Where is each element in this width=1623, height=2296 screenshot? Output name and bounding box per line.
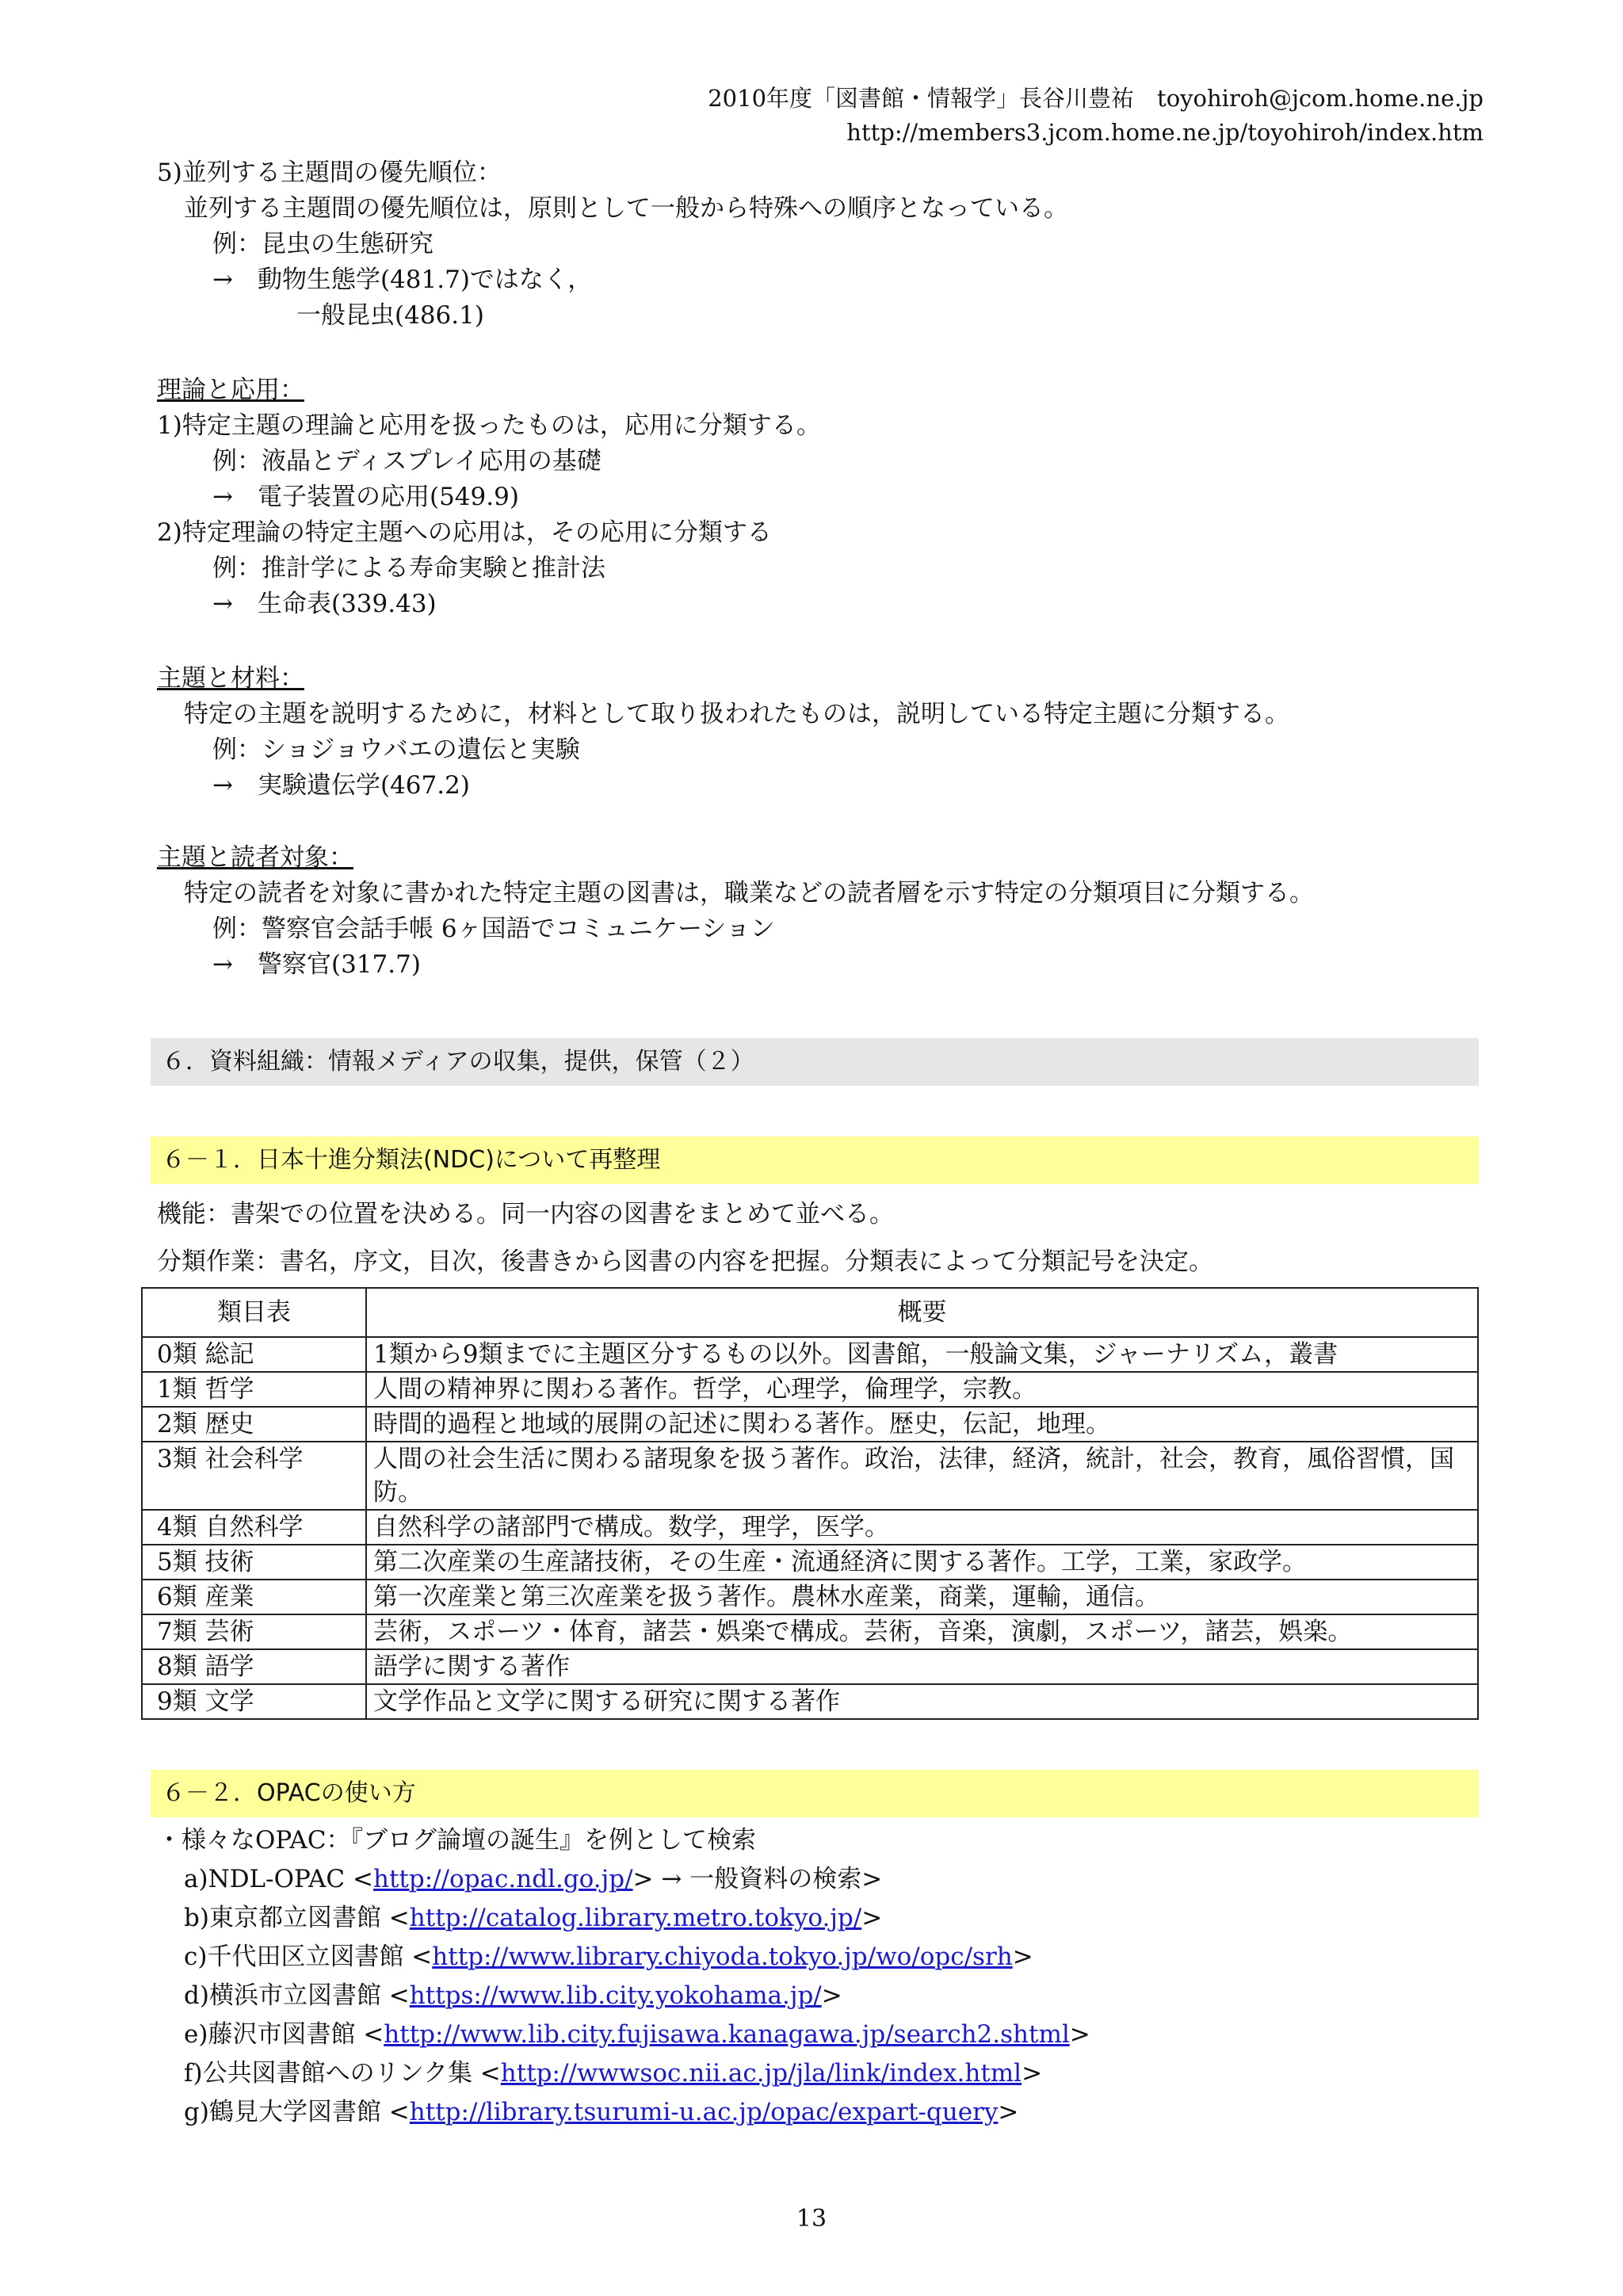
summary-cell: 自然科学の諸部門で構成。数学，理学，医学。 (366, 1510, 1478, 1545)
ndc-table (141, 1287, 1479, 1720)
section-6-2-bar: ６－２．OPACの使い方 (151, 1770, 1479, 1817)
summary-cell: 文学作品と文学に関する研究に関する著作 (366, 1684, 1478, 1719)
opac-item-label: c)千代田区立図書館 < (184, 1943, 433, 1971)
summary-cell: 第二次産業の生産諸技術，その生産・流通経済に関する著作。工学，工業，家政学。 (366, 1545, 1478, 1580)
priority-arrow-1: → 動物生態学(481.7)ではなく， (212, 266, 593, 294)
opac-link-ndl[interactable]: http://opac.ndl.go.jp/ (372, 1865, 633, 1893)
opac-item-label: g)鶴見大学図書館 < (184, 2098, 410, 2126)
opac-link-jla[interactable]: http://wwwsoc.nii.ac.jp/jla/link/index.html (500, 2059, 1022, 2088)
class-cell: 2類 歴史 (142, 1407, 366, 1442)
opac-intro: ・様々なOPAC：『ブログ論壇の誕生』を例として検索 (157, 1826, 757, 1855)
section-6-bar: ６．資料組織：情報メディアの収集，提供，保管（２） (151, 1038, 1479, 1086)
class-cell: 6類 産業 (142, 1580, 366, 1614)
opac-item-label: e)藤沢市図書館 < (184, 2020, 384, 2049)
table-row (142, 1614, 1478, 1649)
reader-heading: 主題と読者対象： (157, 843, 353, 872)
function-text: 機能：書架での位置を決める。同一内容の図書をまとめて並べる。 (157, 1200, 894, 1228)
opac-item-label: a)NDL-OPAC < (184, 1865, 373, 1893)
material-body: 特定の主題を説明するために，材料として取り扱われたものは，説明している特定主題に分類する。 (184, 700, 1289, 728)
work-text: 分類作業：書名，序文，目次，後書きから図書の内容を把握。分類表によって分類記号を決定。 (157, 1247, 1213, 1276)
opac-item-suffix: > (1012, 1943, 1033, 1971)
opac-item-suffix: > → 一般資料の検索> (632, 1865, 883, 1893)
class-cell: 9類 文学 (142, 1684, 366, 1719)
material-arrow: → 実験遺伝学(467.2) (212, 771, 470, 800)
theory-arrow-2: → 生命表(339.43) (212, 590, 437, 618)
priority-arrow-2: 一般昆虫(486.1) (296, 301, 484, 330)
table-header-row (142, 1288, 1478, 1337)
reader-example: 例：警察官会話手帳 6ヶ国語でコミュニケーション (212, 915, 775, 943)
table-row (142, 1545, 1478, 1580)
header-author-line: 2010年度「図書館・情報学」長谷川豊祐 toyohiroh@jcom.home.ne.jp (708, 85, 1484, 112)
reader-body: 特定の読者を対象に書かれた特定主題の図書は，職業などの読者層を示す特定の分類項目に分類する。 (184, 879, 1314, 907)
opac-item-label: d)横浜市立図書館 < (184, 1981, 410, 2010)
summary-cell: 芸術，スポーツ・体育，諸芸・娯楽で構成。芸術，音楽，演劇，スポーツ，諸芸，娯楽。 (366, 1614, 1478, 1649)
opac-link-tokyo-metro[interactable]: http://catalog.library.metro.tokyo.jp/ (409, 1904, 862, 1932)
theory-arrow-1: → 電子装置の応用(549.9) (212, 483, 519, 511)
summary-cell: 第一次産業と第三次産業を扱う著作。農林水産業，商業，運輸，通信。 (366, 1580, 1478, 1614)
class-cell: 3類 社会科学 (142, 1442, 366, 1510)
table-row (142, 1407, 1478, 1442)
priority-example: 例：昆虫の生態研究 (212, 230, 433, 258)
table-header-class: 類目表 (142, 1288, 366, 1337)
opac-item-suffix: > (998, 2098, 1019, 2126)
priority-heading: 5)並列する主題間の優先順位： (157, 159, 502, 187)
table-row (142, 1649, 1478, 1684)
class-cell: 5類 技術 (142, 1545, 366, 1580)
page-number: 13 (796, 2205, 827, 2233)
opac-item (184, 2095, 1018, 2130)
theory-item-1: 1)特定主題の理論と応用を扱ったものは，応用に分類する。 (157, 411, 821, 440)
theory-item-2: 2)特定理論の特定主題への応用は，その応用に分類する (157, 518, 772, 547)
opac-link-chiyoda[interactable]: http://www.library.chiyoda.tokyo.jp/wo/opc/srh (432, 1943, 1013, 1971)
summary-cell: 1類から9類までに主題区分するもの以外。図書館，一般論文集，ジャーナリズム，叢書 (366, 1337, 1478, 1372)
table-row (142, 1337, 1478, 1372)
opac-item-label: b)東京都立図書館 < (184, 1904, 410, 1932)
opac-item (184, 1978, 842, 2013)
header-url-line: http://members3.jcom.home.ne.jp/toyohiroh/index.htm (846, 119, 1484, 146)
opac-item-suffix: > (861, 1904, 883, 1932)
class-cell: 1類 哲学 (142, 1372, 366, 1407)
table-row (142, 1372, 1478, 1407)
table-row (142, 1580, 1478, 1614)
opac-item-label: f)公共図書館へのリンク集 < (184, 2059, 501, 2088)
summary-cell: 人間の精神界に関わる著作。哲学，心理学，倫理学，宗教。 (366, 1372, 1478, 1407)
opac-item (184, 1939, 1033, 1974)
table-row (142, 1442, 1478, 1510)
table-row (142, 1510, 1478, 1545)
class-cell: 7類 芸術 (142, 1614, 366, 1649)
opac-item (184, 1862, 882, 1897)
opac-item (184, 2017, 1090, 2052)
theory-example-1: 例：液晶とディスプレイ応用の基礎 (212, 447, 601, 476)
opac-item (184, 2056, 1042, 2091)
opac-item-suffix: > (821, 1981, 842, 2010)
class-cell: 0類 総記 (142, 1337, 366, 1372)
opac-item-suffix: > (1022, 2059, 1043, 2088)
reader-arrow: → 警察官(317.7) (212, 950, 421, 979)
material-example: 例：ショジョウバエの遺伝と実験 (212, 735, 580, 764)
class-cell: 8類 語学 (142, 1649, 366, 1684)
opac-link-tsurumi[interactable]: http://library.tsurumi-u.ac.jp/opac/expart-query (409, 2098, 999, 2126)
summary-cell: 人間の社会生活に関わる諸現象を扱う著作。政治，法律，経済，統計，社会，教育，風俗習慣，国防。 (366, 1442, 1478, 1510)
opac-link-yokohama[interactable]: https://www.lib.city.yokohama.jp/ (409, 1981, 822, 2010)
summary-cell: 語学に関する著作 (366, 1649, 1478, 1684)
class-cell: 4類 自然科学 (142, 1510, 366, 1545)
priority-body: 並列する主題間の優先順位は，原則として一般から特殊への順序となっている。 (184, 194, 1068, 223)
opac-item-suffix: > (1069, 2020, 1090, 2049)
summary-cell: 時間的過程と地域的展開の記述に関わる著作。歴史，伝記，地理。 (366, 1407, 1478, 1442)
opac-item (184, 1901, 882, 1935)
table-header-summary: 概要 (366, 1288, 1478, 1337)
table-row (142, 1684, 1478, 1719)
theory-example-2: 例：推計学による寿命実験と推計法 (212, 554, 605, 583)
section-6-1-bar: ６－１．日本十進分類法(NDC)について再整理 (151, 1137, 1479, 1184)
theory-heading: 理論と応用： (157, 376, 304, 404)
material-heading: 主題と材料： (157, 664, 304, 693)
opac-link-fujisawa[interactable]: http://www.lib.city.fujisawa.kanagawa.jp/search2.shtml (384, 2020, 1070, 2049)
